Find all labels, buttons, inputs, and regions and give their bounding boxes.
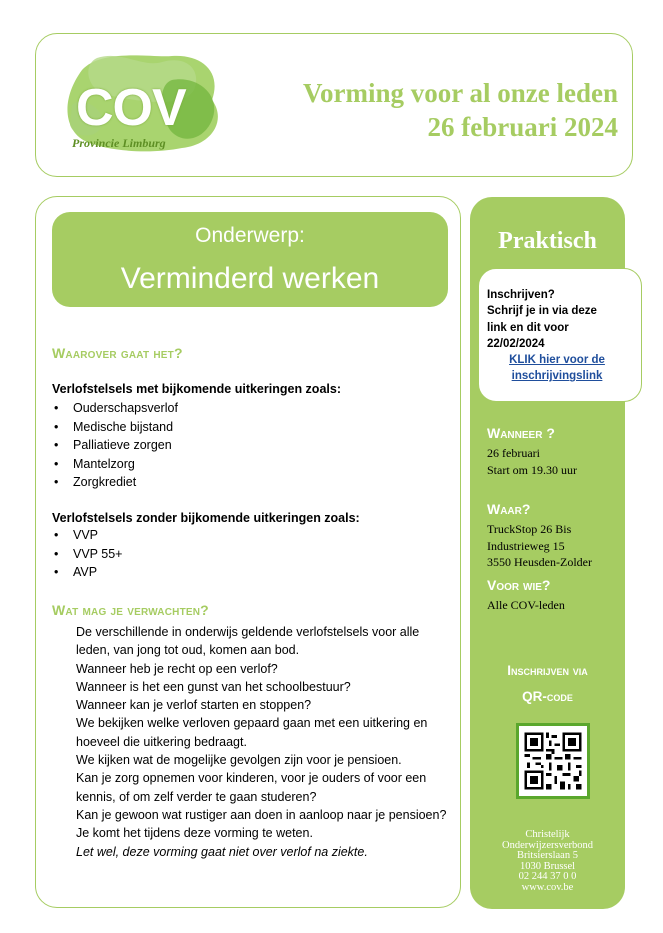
text-line: leden, van jong tot oud, komen aan bod. bbox=[76, 643, 300, 658]
text-line: Kan je zorg opnemen voor kinderen, voor je ouders of voor een bbox=[76, 771, 427, 786]
text-line: De verschillende in onderwijs geldende verlofstelsels voor alle bbox=[76, 625, 420, 639]
text-line: Britsierslaan 5 bbox=[517, 850, 578, 861]
qr-code[interactable] bbox=[516, 723, 590, 799]
group2-list bbox=[52, 526, 122, 582]
who-heading: Voor wie? bbox=[487, 577, 551, 593]
list-item: • Mantelzorg bbox=[52, 455, 178, 474]
subject-label: Onderwerp: bbox=[195, 224, 305, 247]
text-line: 26 februari bbox=[487, 446, 540, 460]
text-line: Je komt het tijdens deze vorming te weten. bbox=[76, 826, 313, 841]
text-line: We bekijken welke verloven gepaard gaan met een uitkering en bbox=[76, 716, 428, 731]
text-line: 3550 Heusden-Zolder bbox=[487, 555, 592, 569]
group1-list bbox=[52, 399, 178, 492]
qr-heading bbox=[470, 658, 625, 710]
text-line: Industrieweg 15 bbox=[487, 538, 565, 553]
where-text bbox=[487, 521, 592, 571]
text-line: 1030 Brussel bbox=[519, 860, 576, 872]
list-item: • VVP 55+ bbox=[52, 545, 122, 564]
registration-text bbox=[487, 287, 597, 352]
subject-banner bbox=[52, 212, 448, 307]
section-heading-expect: Wat mag je verwachten? bbox=[52, 602, 209, 618]
registration-link[interactable] bbox=[487, 352, 627, 385]
list-item: • Zorgkrediet bbox=[52, 473, 178, 492]
text-line: Inschrijven? bbox=[487, 289, 555, 301]
sidebar-title: Praktisch bbox=[498, 228, 597, 254]
when-heading: Wanneer ? bbox=[487, 425, 555, 441]
link-line[interactable]: KLIK hier voor de bbox=[509, 354, 605, 366]
list-item: • AVP bbox=[52, 563, 122, 582]
where-heading: Waar? bbox=[487, 501, 531, 517]
title-line2: 26 februari 2024 bbox=[427, 112, 618, 142]
footer-address bbox=[470, 830, 625, 893]
text-line: hoeveel die uitkering bedraagt. bbox=[76, 734, 247, 749]
text-line: Kan je gewoon wat rustiger aan doen in aanloop naar je pensioen? bbox=[76, 807, 447, 822]
text-line: TruckStop 26 Bis bbox=[487, 522, 572, 536]
group2-title: Verlofstelsels zonder bijkomende uitkeringen zoals: bbox=[52, 511, 360, 525]
logo-text: COV bbox=[76, 79, 186, 137]
cov-logo bbox=[62, 50, 227, 160]
text-line: We kijken wat de mogelijke gevolgen zijn voor je pensioen. bbox=[76, 753, 402, 768]
text-line: Schrijf je in via deze bbox=[487, 305, 597, 318]
list-item: • Ouderschapsverlof bbox=[52, 399, 178, 418]
link-line[interactable]: inschrijvingslink bbox=[511, 370, 603, 383]
website-link[interactable]: www.cov.be bbox=[521, 881, 574, 893]
text-line: 02 244 37 0 0 bbox=[518, 871, 577, 882]
text-line: link en dit voor bbox=[487, 321, 569, 334]
text-line: Wanneer is het een gunst van het schoolbestuur? bbox=[76, 679, 351, 694]
list-item: • Medische bijstand bbox=[52, 418, 178, 437]
logo-subtitle: Provincie Limburg bbox=[72, 136, 166, 150]
list-item: • Palliatieve zorgen bbox=[52, 436, 178, 455]
who-text: Alle COV-leden bbox=[487, 598, 565, 612]
list-item: • VVP bbox=[52, 526, 122, 545]
text-line: Wanneer kan je verlof starten en stoppen? bbox=[76, 698, 312, 713]
text-line: Start om 19.30 uur bbox=[487, 462, 577, 477]
text-line: Christelijk bbox=[525, 829, 570, 840]
text-line: kennis, of om zelf verder te gaan studeren? bbox=[76, 789, 317, 804]
note-line: Let wel, deze vorming gaat niet over verlof na ziekte. bbox=[76, 844, 368, 859]
text-line: 22/02/2024 bbox=[487, 337, 545, 350]
text-line: Onderwijzersverbond bbox=[502, 839, 593, 851]
expect-paragraph bbox=[76, 623, 456, 861]
when-text bbox=[487, 445, 577, 478]
subject-topic: Verminderd werken bbox=[120, 262, 380, 295]
section-heading-about: Waarover gaat het? bbox=[52, 345, 183, 361]
text-line: Wanneer heb je recht op een verlof? bbox=[76, 661, 278, 676]
text-line: QR-code bbox=[522, 689, 573, 704]
qr-code-icon bbox=[519, 726, 587, 796]
title-line1: Vorming voor al onze leden bbox=[303, 78, 618, 108]
text-line: Inschrijven via bbox=[507, 663, 588, 678]
group1-title: Verlofstelsels met bijkomende uitkeringen zoals: bbox=[52, 382, 341, 396]
